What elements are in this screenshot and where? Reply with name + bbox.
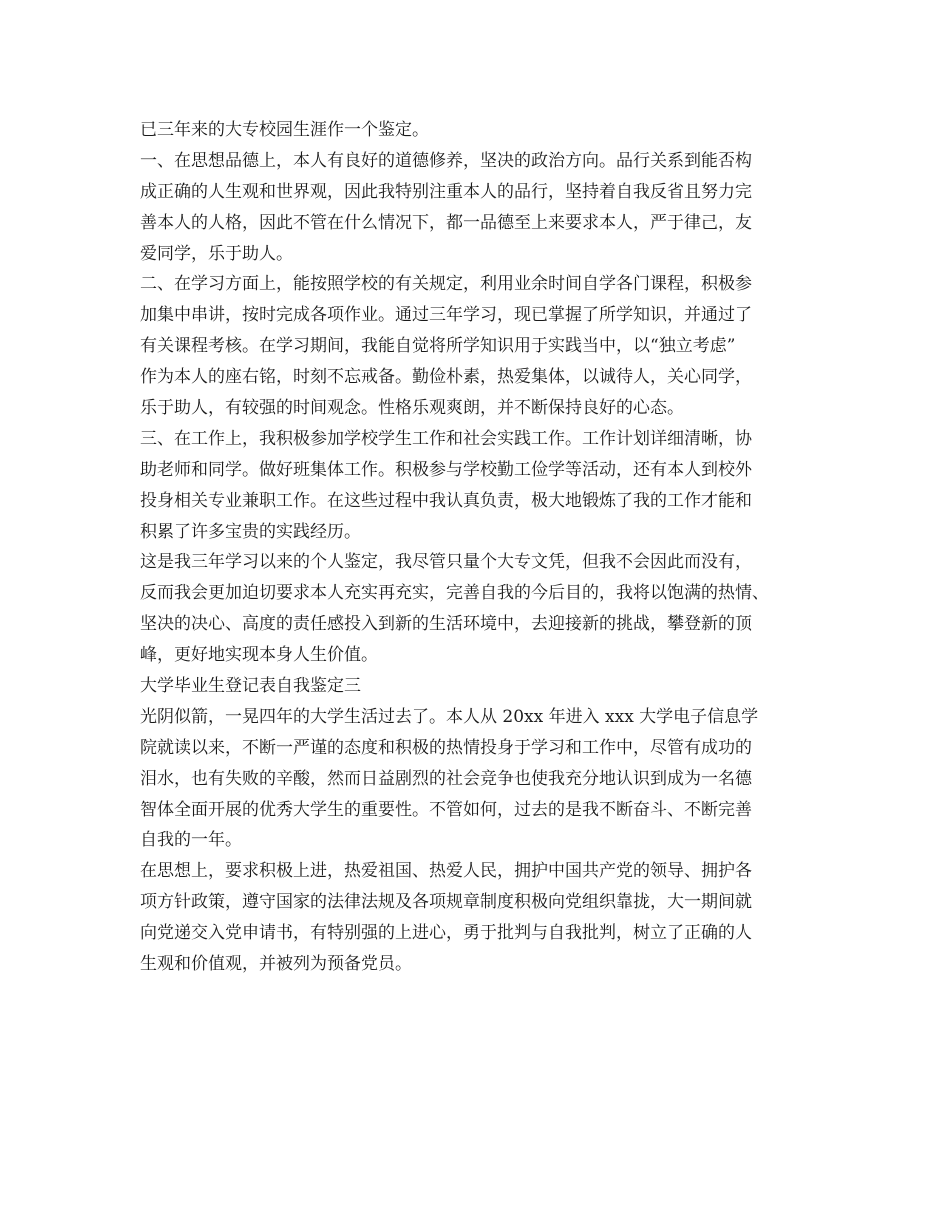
document-body [140, 115, 820, 980]
text-line: 生观和价值观，并被列为预备党员。 [140, 954, 412, 975]
text-line: 泪水，也有失败的辛酸，然而日益剧烈的社会竞争也使我充分地认识到成为一名德 [140, 768, 752, 789]
text-line: 项方针政策，遵守国家的法律法规及各项规章制度积极向党组织靠拢，大一期间就 [140, 892, 752, 913]
text-line: 向党递交入党申请书，有特别强的上进心，勇于批判与自我批判，树立了正确的人 [140, 923, 752, 944]
text-line: 这是我三年学习以来的个人鉴定，我尽管只量个大专文凭，但我不会因此而没有， [140, 552, 752, 573]
text-line: 有关课程考核。在学习期间，我能自觉将所学知识用于实践当中，以“独立考虑” [140, 336, 736, 357]
text-line: 光阴似箭，一晃四年的大学生活过去了。本人从 20xx 年进入 xxx 大学电子信息学 [140, 706, 759, 727]
text-line: 善本人的人格，因此不管在什么情况下，都一品德至上来要求本人，严于律己，友 [140, 212, 752, 233]
text-line: 助老师和同学。做好班集体工作。积极参与学校勤工俭学等活动，还有本人到校外 [140, 459, 752, 480]
text-line: 加集中串讲，按时完成各项作业。通过三年学习，现已掌握了所学知识，并通过了 [140, 305, 752, 326]
text-line: 已三年来的大专校园生涯作一个鉴定。 [140, 120, 429, 140]
text-line: 爱同学，乐于助人。 [140, 243, 293, 264]
text-line: 作为本人的座右铭，时刻不忘戒备。勤俭朴素，热爱集体，以诚待人，关心同学， [140, 367, 752, 388]
text-line: 智体全面开展的优秀大学生的重要性。不管如何，过去的是我不断奋斗、不断完善 [140, 799, 752, 820]
text-line: 反而我会更加迫切要求本人充实再充实，完善自我的今后目的，我将以饱满的热情、 [140, 583, 769, 604]
text-line: 坚决的决心、高度的责任感投入到新的生活环境中，去迎接新的挑战，攀登新的顶 [140, 614, 752, 635]
text-line: 积累了许多宝贵的实践经历。 [140, 521, 361, 542]
text-line: 峰，更好地实现本身人生价值。 [140, 645, 378, 666]
text-line: 乐于助人，有较强的时间观念。性格乐观爽朗，并不断保持良好的心态。 [140, 398, 684, 419]
text-line: 在思想上，要求积极上进，热爱祖国、热爱人民，拥护中国共产党的领导、拥护各 [140, 861, 752, 882]
section-heading: 大学毕业生登记表自我鉴定三 [140, 676, 361, 697]
text-line: 二、在学习方面上，能按照学校的有关规定，利用业余时间自学各门课程，积极参 [140, 274, 752, 295]
text-line: 成正确的人生观和世界观，因此我特别注重本人的品行，坚持着自我反省且努力完 [140, 181, 752, 202]
text-line: 三、在工作上，我积极参加学校学生工作和社会实践工作。工作计划详细清晰，协 [140, 428, 752, 449]
text-line: 院就读以来，不断一严谨的态度和积极的热情投身于学习和工作中，尽管有成功的 [140, 737, 752, 758]
text-line: 一、在思想品德上，本人有良好的道德修养，坚决的政治方向。品行关系到能否构 [140, 150, 752, 171]
text-line: 自我的一年。 [140, 830, 242, 851]
text-line: 投身相关专业兼职工作。在这些过程中我认真负责，极大地锻炼了我的工作才能和 [140, 490, 752, 511]
